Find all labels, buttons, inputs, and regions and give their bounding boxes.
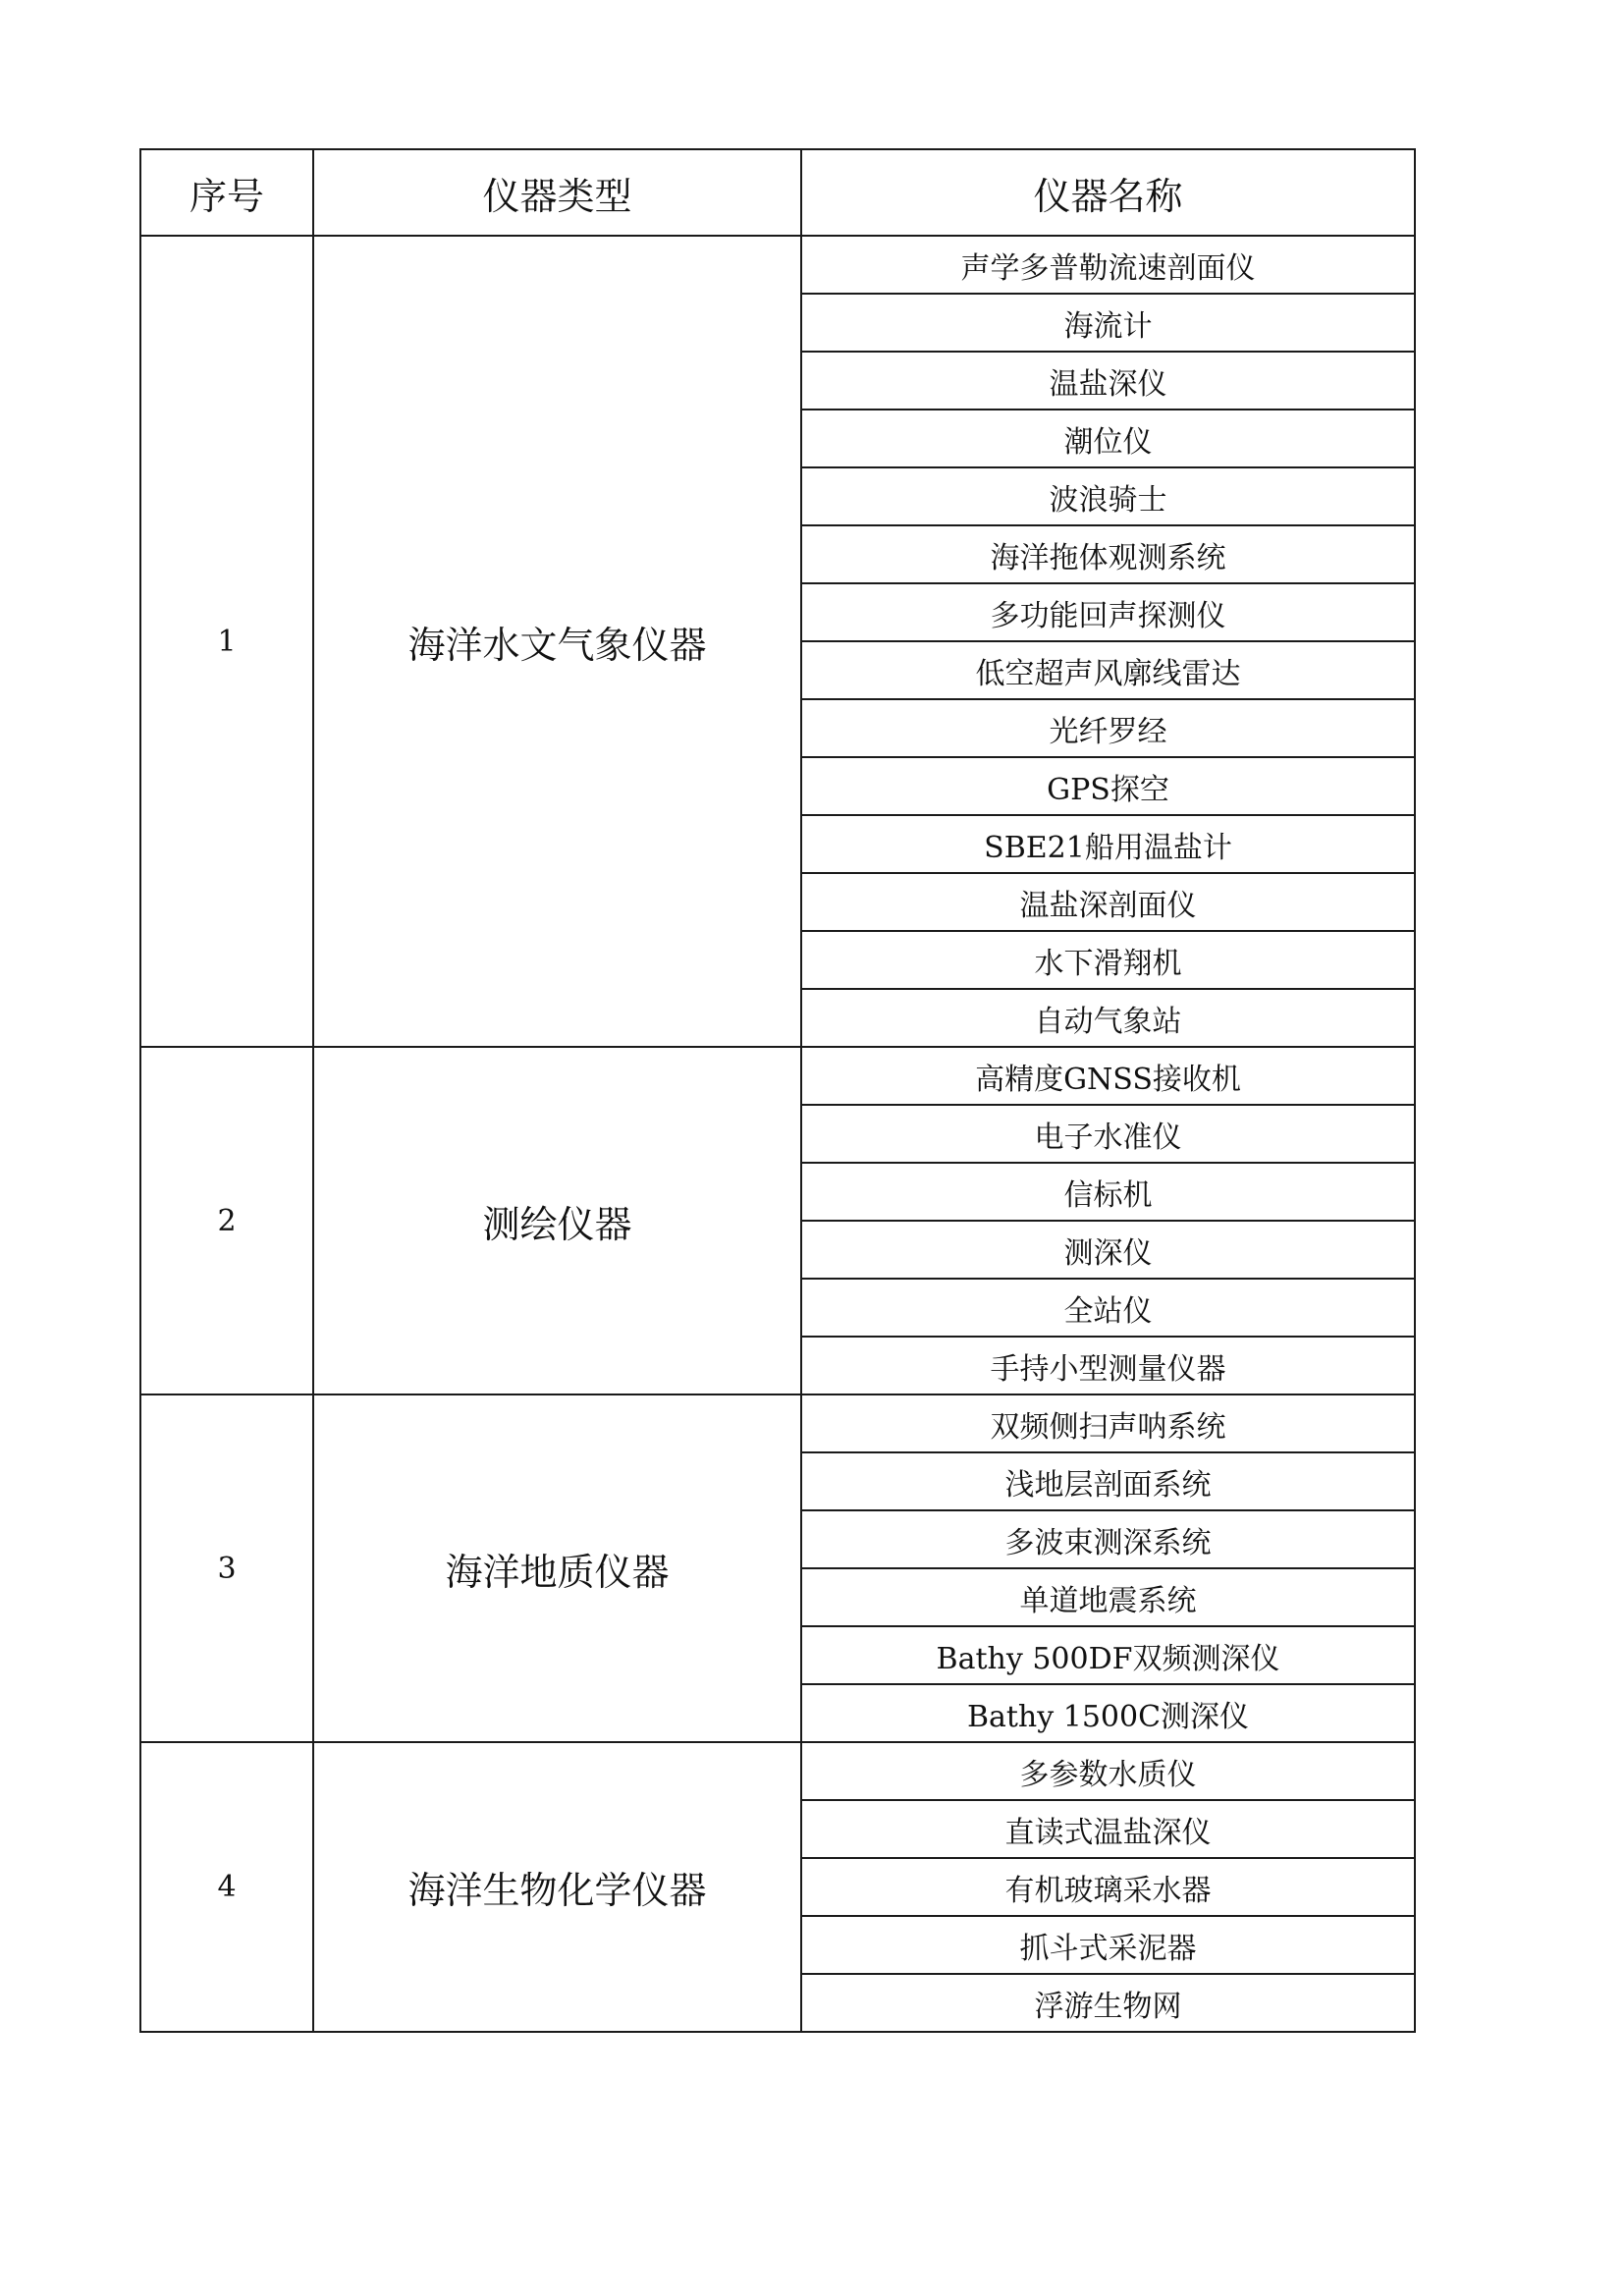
instrument-name-cell: GPS探空 (801, 757, 1415, 815)
group-seq-cell: 1 (140, 236, 313, 1047)
table-row (140, 1047, 1415, 1105)
group-type-cell: 海洋地质仪器 (313, 1394, 801, 1742)
table-header (140, 149, 1415, 236)
header-row (140, 149, 1415, 236)
group-seq-cell: 2 (140, 1047, 313, 1394)
instrument-name-cell: 多波束测深系统 (801, 1510, 1415, 1568)
instrument-name-cell: Bathy 500DF双频测深仪 (801, 1626, 1415, 1684)
instrument-name-cell: 温盐深剖面仪 (801, 873, 1415, 931)
instrument-name-cell: 手持小型测量仪器 (801, 1337, 1415, 1394)
instrument-name-cell: 电子水准仪 (801, 1105, 1415, 1163)
instrument-name-cell: 有机玻璃采水器 (801, 1858, 1415, 1916)
group-seq-cell: 3 (140, 1394, 313, 1742)
group-type-cell: 海洋生物化学仪器 (313, 1742, 801, 2032)
instrument-name-cell: 低空超声风廓线雷达 (801, 641, 1415, 699)
instrument-name-cell: 温盐深仪 (801, 352, 1415, 410)
instrument-name-cell: 自动气象站 (801, 989, 1415, 1047)
instrument-name-cell: 多功能回声探测仪 (801, 583, 1415, 641)
instrument-name-cell: 直读式温盐深仪 (801, 1800, 1415, 1858)
group-seq-cell: 4 (140, 1742, 313, 2032)
header-type: 仪器类型 (313, 149, 801, 236)
group-type-cell: 海洋水文气象仪器 (313, 236, 801, 1047)
instrument-name-cell: 声学多普勒流速剖面仪 (801, 236, 1415, 294)
instrument-name-cell: 海流计 (801, 294, 1415, 352)
instrument-name-cell: 全站仪 (801, 1279, 1415, 1337)
instrument-table (139, 148, 1416, 2033)
instrument-name-cell: 潮位仪 (801, 410, 1415, 467)
table-row (140, 1742, 1415, 1800)
instrument-name-cell: Bathy 1500C测深仪 (801, 1684, 1415, 1742)
instrument-name-cell: 光纤罗经 (801, 699, 1415, 757)
table-row (140, 1394, 1415, 1452)
instrument-name-cell: 抓斗式采泥器 (801, 1916, 1415, 1974)
instrument-name-cell: 波浪骑士 (801, 467, 1415, 525)
header-name: 仪器名称 (801, 149, 1415, 236)
instrument-name-cell: 测深仪 (801, 1221, 1415, 1279)
header-seq: 序号 (140, 149, 313, 236)
group-type-cell: 测绘仪器 (313, 1047, 801, 1394)
instrument-name-cell: 单道地震系统 (801, 1568, 1415, 1626)
instrument-name-cell: 海洋拖体观测系统 (801, 525, 1415, 583)
instrument-name-cell: 水下滑翔机 (801, 931, 1415, 989)
instrument-name-cell: 高精度GNSS接收机 (801, 1047, 1415, 1105)
instrument-name-cell: 信标机 (801, 1163, 1415, 1221)
instrument-name-cell: SBE21船用温盐计 (801, 815, 1415, 873)
instrument-name-cell: 多参数水质仪 (801, 1742, 1415, 1800)
instrument-name-cell: 双频侧扫声呐系统 (801, 1394, 1415, 1452)
table-body (140, 236, 1415, 2032)
instrument-name-cell: 浮游生物网 (801, 1974, 1415, 2032)
table-row (140, 236, 1415, 294)
instrument-name-cell: 浅地层剖面系统 (801, 1452, 1415, 1510)
